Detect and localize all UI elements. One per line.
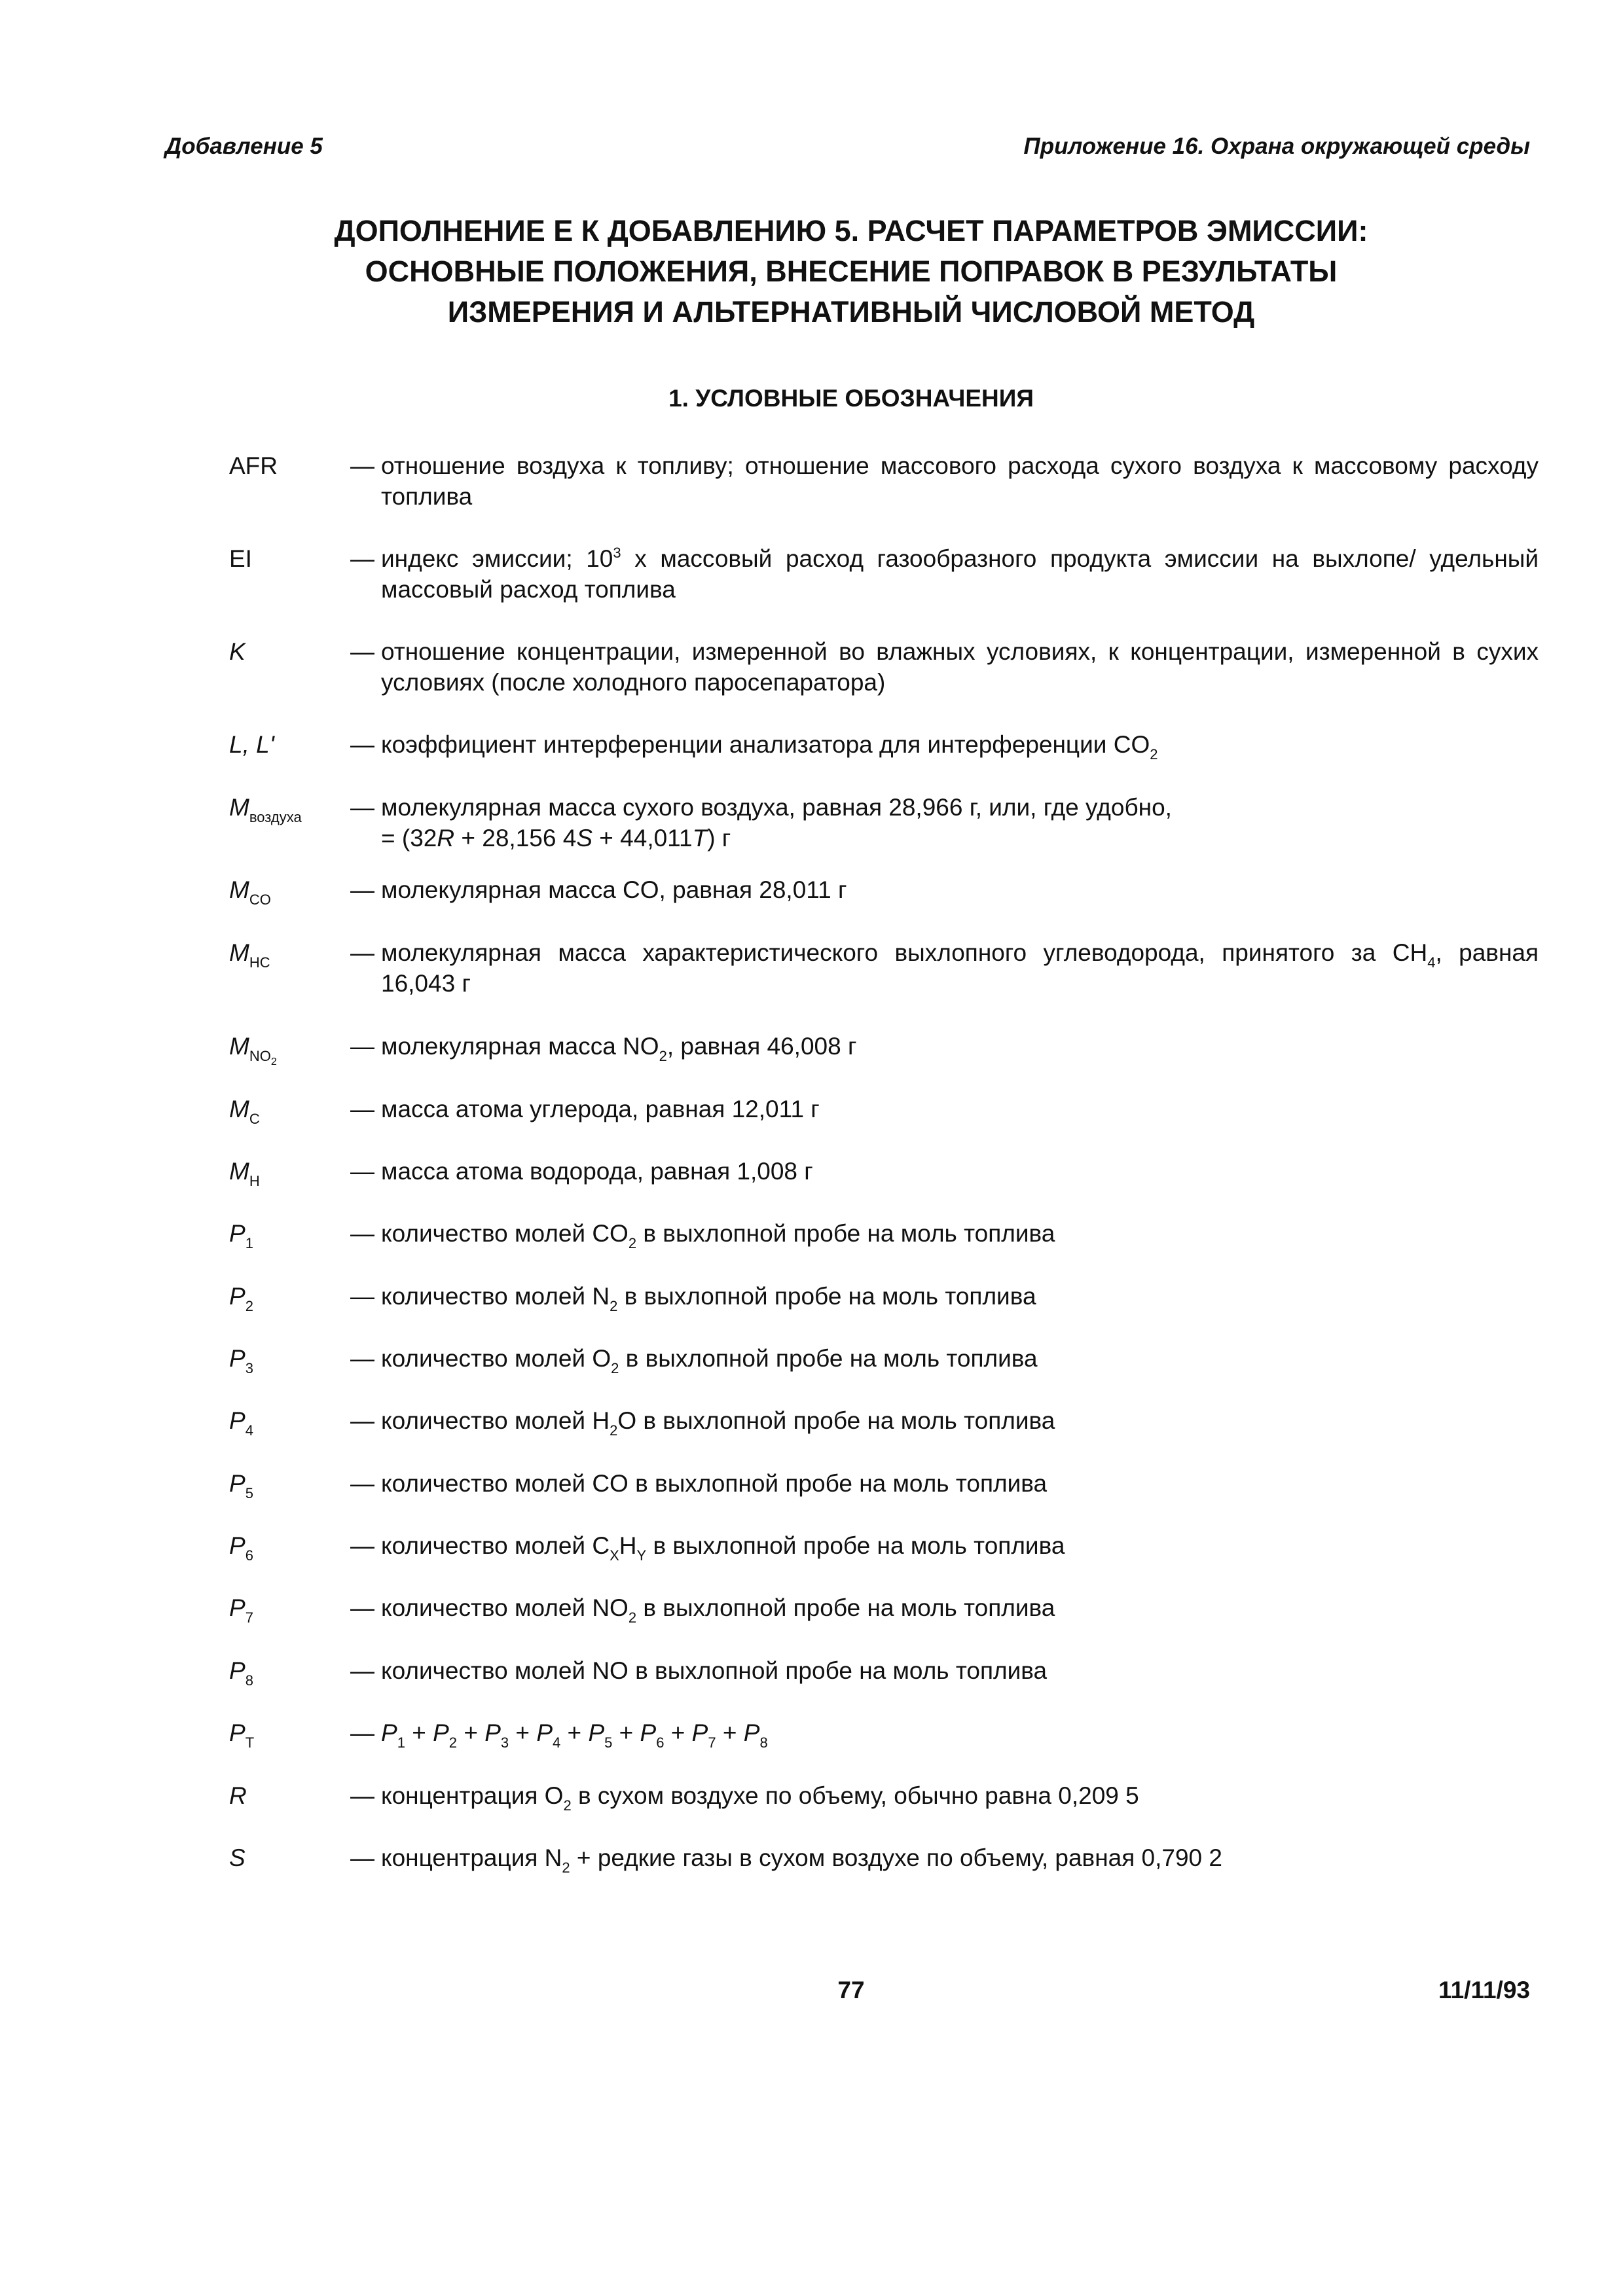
dash: — bbox=[350, 1158, 374, 1185]
superscript: 3 bbox=[613, 545, 621, 561]
plus-sign: + bbox=[457, 1719, 485, 1746]
text-part: в сухом воздухе по объему, обычно равна 0,209 5 bbox=[571, 1782, 1139, 1809]
text-part: коэффициент интерференции анализатора для интерференции CO bbox=[381, 731, 1150, 758]
term-ei: EI bbox=[229, 545, 252, 572]
text-part: в выхлопной пробе на моль топлива bbox=[646, 1532, 1065, 1559]
definition-text bbox=[381, 543, 1539, 605]
definition-text bbox=[381, 937, 1539, 999]
subscript: 2 bbox=[563, 1797, 572, 1814]
document-title bbox=[164, 211, 1539, 332]
title-line-1: ДОПОЛНЕНИЕ Е К ДОБАВЛЕНИЮ 5. РАСЧЕТ ПАРАМЕТРОВ ЭМИССИИ: bbox=[334, 214, 1368, 247]
term-subscript: 5 bbox=[245, 1485, 253, 1501]
text-part: в выхлопной пробе на моль топлива bbox=[619, 1345, 1038, 1372]
term-subscript: HC bbox=[249, 954, 270, 971]
dash: — bbox=[350, 1096, 374, 1122]
definition-text bbox=[381, 1405, 1539, 1439]
term-subscript: 2 bbox=[245, 1298, 253, 1314]
term-subscript: T bbox=[245, 1734, 255, 1751]
text-part: + редкие газы в сухом воздухе по объему, равная 0,790 2 bbox=[570, 1844, 1222, 1871]
text-part: концентрация N bbox=[381, 1844, 562, 1871]
term-subscript: 4 bbox=[245, 1422, 253, 1439]
term-p5 bbox=[229, 1468, 354, 1499]
term-afr: AFR bbox=[229, 452, 278, 479]
definition-text bbox=[381, 1343, 1539, 1374]
text-part: молекулярная масса сухого воздуха, равная 28,966 г, или, где удобно, bbox=[381, 794, 1172, 821]
formula-symbol: P bbox=[743, 1719, 760, 1746]
term-symbol: R bbox=[229, 1782, 247, 1809]
term-p8 bbox=[229, 1655, 354, 1689]
term-subscript: воздуха bbox=[249, 809, 302, 825]
term-m-co bbox=[229, 874, 354, 908]
definition-text: масса атома углерода, равная 12,011 г bbox=[381, 1096, 820, 1122]
subscript: X bbox=[610, 1547, 619, 1564]
term-p6 bbox=[229, 1530, 354, 1564]
subscript: 2 bbox=[610, 1298, 618, 1314]
dash: — bbox=[350, 1283, 374, 1310]
term-symbol: P bbox=[229, 1532, 246, 1559]
term-p3 bbox=[229, 1343, 354, 1374]
term-symbol: K bbox=[229, 638, 246, 665]
definition-text: количество молей NO в выхлопной пробе на моль топлива bbox=[381, 1657, 1048, 1684]
text-part: в выхлопной пробе на моль топлива bbox=[636, 1594, 1055, 1621]
term-subscript: 1 bbox=[245, 1235, 253, 1251]
term-subscript: 7 bbox=[245, 1609, 253, 1626]
text-part: = (32 bbox=[381, 825, 437, 852]
subscript-index: 2 bbox=[270, 1056, 277, 1067]
running-head-right: Приложение 16. Охрана окружающей среды bbox=[1023, 134, 1530, 159]
definition-text bbox=[381, 1842, 1539, 1876]
dash: — bbox=[350, 794, 374, 821]
term-subscript: 3 bbox=[245, 1360, 253, 1376]
subscript: 4 bbox=[1427, 954, 1436, 971]
formula-index: 1 bbox=[397, 1734, 405, 1751]
term-m-h bbox=[229, 1156, 354, 1187]
term-symbol: P bbox=[229, 1220, 246, 1247]
term-subscript: 6 bbox=[245, 1547, 253, 1564]
definition-text bbox=[381, 1780, 1539, 1814]
term-symbol: M bbox=[229, 1096, 249, 1122]
page-number: 77 bbox=[837, 1977, 865, 2003]
term-symbol: P bbox=[229, 1283, 246, 1310]
text-part: + 44,011 bbox=[593, 825, 693, 852]
formula-symbol: P bbox=[640, 1719, 657, 1746]
definition-text: масса атома водорода, равная 1,008 г bbox=[381, 1158, 813, 1185]
term-subscript bbox=[249, 1048, 277, 1067]
term-subscript: H bbox=[249, 1173, 260, 1189]
term-subscript: 8 bbox=[245, 1672, 253, 1689]
term-symbol: P bbox=[229, 1719, 246, 1746]
text-part: количество молей N bbox=[381, 1283, 610, 1310]
subscript: Y bbox=[636, 1547, 647, 1564]
definition-text: молекулярная масса CO, равная 28,011 г bbox=[381, 876, 847, 903]
term-symbol: P bbox=[229, 1407, 246, 1434]
footer-date: 11/11/93 bbox=[1438, 1977, 1530, 2003]
definition-text bbox=[381, 792, 1539, 853]
definition-text: отношение концентрации, измеренной во влажных условиях, к концентрации, измеренной в сухих условиях (после холодного паросепаратора) bbox=[381, 638, 1539, 696]
subscript: 2 bbox=[628, 1609, 637, 1626]
term-p4 bbox=[229, 1405, 354, 1439]
dash: — bbox=[350, 1220, 374, 1247]
formula-index: 7 bbox=[708, 1734, 716, 1751]
formula-symbol: P bbox=[381, 1719, 397, 1746]
formula-symbol: P bbox=[588, 1719, 605, 1746]
formula-index: 3 bbox=[500, 1734, 509, 1751]
term-pt bbox=[229, 1717, 354, 1751]
definition-text bbox=[381, 1218, 1539, 1249]
formula-index: 8 bbox=[759, 1734, 768, 1751]
dash: — bbox=[350, 1594, 374, 1621]
title-line-3: ИЗМЕРЕНИЯ И АЛЬТЕРНАТИВНЫЙ ЧИСЛОВОЙ МЕТОД bbox=[447, 295, 1255, 329]
definition-text: отношение воздуха к топливу; отношение массового расхода сухого воздуха к массовому расходу топлива bbox=[381, 452, 1539, 510]
term-m-air bbox=[229, 792, 354, 823]
definition-text bbox=[381, 729, 1539, 760]
section-title: 1. УСЛОВНЫЕ ОБОЗНАЧЕНИЯ bbox=[668, 385, 1034, 412]
term-r bbox=[229, 1780, 354, 1811]
term-symbol: P bbox=[229, 1345, 246, 1372]
term-symbol: L, L' bbox=[229, 731, 274, 758]
text-part: концентрация O bbox=[381, 1782, 564, 1809]
var-s: S bbox=[576, 825, 593, 852]
formula-symbol: P bbox=[484, 1719, 501, 1746]
text-part: ) г bbox=[707, 825, 731, 852]
text-part: , равная 16,043 г bbox=[381, 939, 1539, 997]
text-part: молекулярная масса NO bbox=[381, 1033, 659, 1060]
title-line-2: ОСНОВНЫЕ ПОЛОЖЕНИЯ, ВНЕСЕНИЕ ПОПРАВОК В РЕЗУЛЬТАТЫ bbox=[365, 255, 1338, 288]
text-part: количество молей H bbox=[381, 1407, 610, 1434]
dash: — bbox=[350, 1532, 374, 1559]
term-p7 bbox=[229, 1592, 354, 1626]
dash: — bbox=[350, 1657, 374, 1684]
plus-sign: + bbox=[612, 1719, 640, 1746]
formula-index: 6 bbox=[656, 1734, 665, 1751]
plus-sign: + bbox=[664, 1719, 692, 1746]
subscript: 2 bbox=[610, 1422, 618, 1439]
dash: — bbox=[350, 1407, 374, 1434]
text-part: количество молей NO bbox=[381, 1594, 629, 1621]
text-part: количество молей C bbox=[381, 1532, 610, 1559]
formula-symbol: P bbox=[691, 1719, 708, 1746]
text-part: + 28,156 4 bbox=[454, 825, 577, 852]
subscript-text: NO bbox=[249, 1048, 271, 1064]
term-s bbox=[229, 1842, 354, 1873]
text-part: индекс эмиссии; 10 bbox=[381, 545, 613, 572]
dash: — bbox=[350, 1719, 374, 1746]
dash: — bbox=[350, 1782, 374, 1809]
term-subscript: C bbox=[249, 1111, 260, 1127]
term-m-no2 bbox=[229, 1031, 354, 1067]
term-m-hc bbox=[229, 937, 354, 971]
term-symbol: P bbox=[229, 1470, 246, 1497]
term-p2 bbox=[229, 1281, 354, 1312]
formula-index: 4 bbox=[553, 1734, 561, 1751]
text-part: молекулярная масса характеристического выхлопного углеводорода, принятого за CH bbox=[381, 939, 1428, 966]
definition-text bbox=[381, 1031, 1539, 1062]
subscript: 2 bbox=[562, 1859, 570, 1876]
var-r: R bbox=[437, 825, 455, 852]
text-part: количество молей O bbox=[381, 1345, 611, 1372]
var-t: T bbox=[692, 825, 708, 852]
definition-text bbox=[381, 1281, 1539, 1312]
dash: — bbox=[350, 1345, 374, 1372]
subscript: 2 bbox=[611, 1360, 619, 1376]
dash: — bbox=[350, 1470, 374, 1497]
dash: — bbox=[350, 545, 374, 572]
term-symbol: M bbox=[229, 1033, 249, 1060]
term-symbol: M bbox=[229, 939, 249, 966]
term-l bbox=[229, 729, 354, 760]
plus-sign: + bbox=[716, 1719, 744, 1746]
text-part: O в выхлопной пробе на моль топлива bbox=[617, 1407, 1055, 1434]
text-part: , равная 46,008 г bbox=[666, 1033, 857, 1060]
term-symbol: P bbox=[229, 1657, 246, 1684]
dash: — bbox=[350, 1033, 374, 1060]
term-p1 bbox=[229, 1218, 354, 1249]
term-symbol: M bbox=[229, 876, 249, 903]
formula-symbol: P bbox=[433, 1719, 449, 1746]
plus-sign: + bbox=[405, 1719, 433, 1746]
text-part: в выхлопной пробе на моль топлива bbox=[617, 1283, 1036, 1310]
dash: — bbox=[350, 731, 374, 758]
term-symbol: M bbox=[229, 794, 249, 821]
subscript: 2 bbox=[628, 1235, 637, 1251]
term-subscript: CO bbox=[249, 891, 271, 908]
term-k bbox=[229, 636, 354, 667]
term-m-c bbox=[229, 1094, 354, 1127]
dash: — bbox=[350, 638, 374, 665]
subscript: 2 bbox=[1150, 746, 1158, 762]
definition-text bbox=[381, 1592, 1539, 1626]
text-part: H bbox=[619, 1532, 637, 1559]
running-head-left: Добавление 5 bbox=[165, 134, 323, 159]
dash: — bbox=[350, 939, 374, 966]
formula-index: 5 bbox=[604, 1734, 613, 1751]
dash: — bbox=[350, 1844, 374, 1871]
text-part: x массовый расход газообразного продукта эмиссии на выхлопе/ удельный массовый расход топлива bbox=[381, 545, 1539, 603]
plus-sign: + bbox=[509, 1719, 537, 1746]
term-symbol: M bbox=[229, 1158, 249, 1185]
definition-text bbox=[381, 1530, 1539, 1564]
dash: — bbox=[350, 876, 374, 903]
plus-sign: + bbox=[560, 1719, 589, 1746]
term-symbol: P bbox=[229, 1594, 246, 1621]
term-symbol: S bbox=[229, 1844, 246, 1871]
formula-symbol: P bbox=[536, 1719, 553, 1746]
formula-index: 2 bbox=[448, 1734, 458, 1751]
definition-text: количество молей CO в выхлопной пробе на моль топлива bbox=[381, 1470, 1048, 1497]
text-part: количество молей CO bbox=[381, 1220, 629, 1247]
text-part: в выхлопной пробе на моль топлива bbox=[636, 1220, 1055, 1247]
subscript: 2 bbox=[659, 1048, 667, 1064]
definition-formula bbox=[381, 1717, 1539, 1751]
dash: — bbox=[350, 452, 374, 479]
